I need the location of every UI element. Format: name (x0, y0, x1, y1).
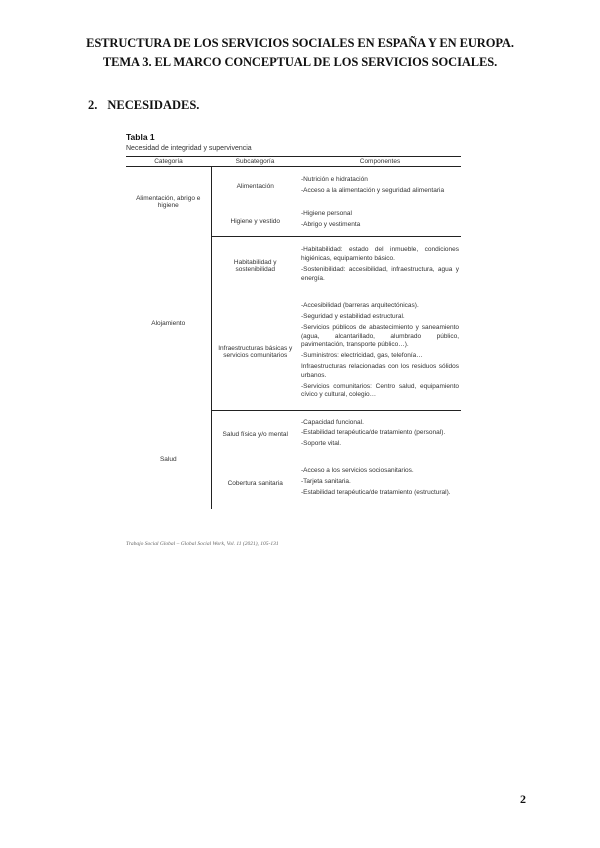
table-source-footnote: Trabajo Social Global – Global Social Work, Vol. 11 (2021), 105-131 (126, 541, 279, 547)
table-row (126, 411, 461, 459)
page-number: 2 (520, 792, 526, 806)
document-header-line-2: TEMA 3. EL MARCO CONCEPTUAL DE LOS SERVICIOS SOCIALES. (102, 55, 498, 69)
component-item: -Nutrición e hidratación (301, 175, 368, 183)
subcategory-cell: Salud física y/o mental (222, 431, 288, 439)
component-item: -Servicios públicos de abastecimiento y saneamiento (agua, alcantarillado, alumbrado público, pavimentación, transporte público…). (301, 323, 459, 349)
subcategory-cell: Infraestructuras básicas y servicios comunitarios (211, 295, 299, 411)
component-item: -Accesibilidad (barreras arquitectónicas). (301, 302, 419, 310)
subcategory-cell: Habitabilidad y sostenibilidad (233, 258, 277, 273)
components-cell (299, 207, 461, 237)
section-number: 2. (88, 98, 98, 112)
component-item: -Acceso a los servicios sociosanitarios. (301, 467, 414, 475)
subcategory-cell: Alimentación (236, 183, 274, 191)
components-cell (299, 459, 461, 509)
component-item: -Estabilidad terapéutica/de tratamiento (personal). (301, 429, 446, 437)
components-cell (299, 411, 461, 459)
category-cell: Alojamiento (126, 237, 211, 411)
component-item: -Capacidad funcional. (301, 418, 364, 426)
table-figure (126, 132, 462, 509)
components-cell (299, 295, 461, 411)
section-title: NECESIDADES. (107, 98, 200, 112)
category-cell: Alimentación, abrigo e higiene (126, 167, 211, 237)
subcategory-cell: Cobertura sanitaria (227, 480, 283, 487)
category-cell: Salud (126, 411, 211, 509)
component-item: -Estabilidad terapéutica/de tratamiento (estructural). (301, 488, 451, 496)
component-item: -Soporte vital. (301, 440, 342, 448)
table-row (126, 167, 461, 207)
component-item: -Suministros: electricidad, gas, telefonía… (301, 352, 423, 360)
component-item: -Seguridad y estabilidad estructural. (301, 313, 405, 321)
component-item: -Acceso a la alimentación y seguridad alimentaria (301, 186, 445, 194)
component-item: -Higiene personal (301, 210, 352, 218)
component-item: -Tarjeta sanitaria. (301, 478, 351, 486)
needs-table (126, 156, 461, 509)
column-header: Categoría (126, 157, 211, 167)
table-label: Tabla 1 (126, 132, 155, 142)
table-caption: Necesidad de integridad y supervivencia (126, 145, 252, 152)
subcategory-cell: Higiene y vestido (211, 207, 299, 237)
component-item: -Habitabilidad: estado del inmueble, condiciones higiénicas, equipamiento básico. (301, 246, 459, 262)
component-item: Infraestructuras relacionadas con los residuos sólidos urbanos. (301, 363, 459, 379)
component-item: -Servicios comunitarios: Centro salud, equipamiento cívico y cultural, colegio… (301, 382, 459, 399)
column-header: Componentes (299, 157, 461, 167)
components-cell (299, 167, 461, 207)
table-row (126, 237, 461, 295)
table-header-row (126, 157, 461, 167)
components-cell (299, 237, 461, 295)
component-item: -Sostenibilidad: accesibilidad, infraestructura, agua y energía. (301, 265, 459, 282)
column-header: Subcategoría (211, 157, 299, 167)
section-heading (88, 98, 199, 113)
document-header-line-1: ESTRUCTURA DE LOS SERVICIOS SOCIALES EN ESPAÑA Y EN EUROPA. (86, 36, 514, 50)
component-item: -Abrigo y vestimenta (301, 221, 361, 229)
